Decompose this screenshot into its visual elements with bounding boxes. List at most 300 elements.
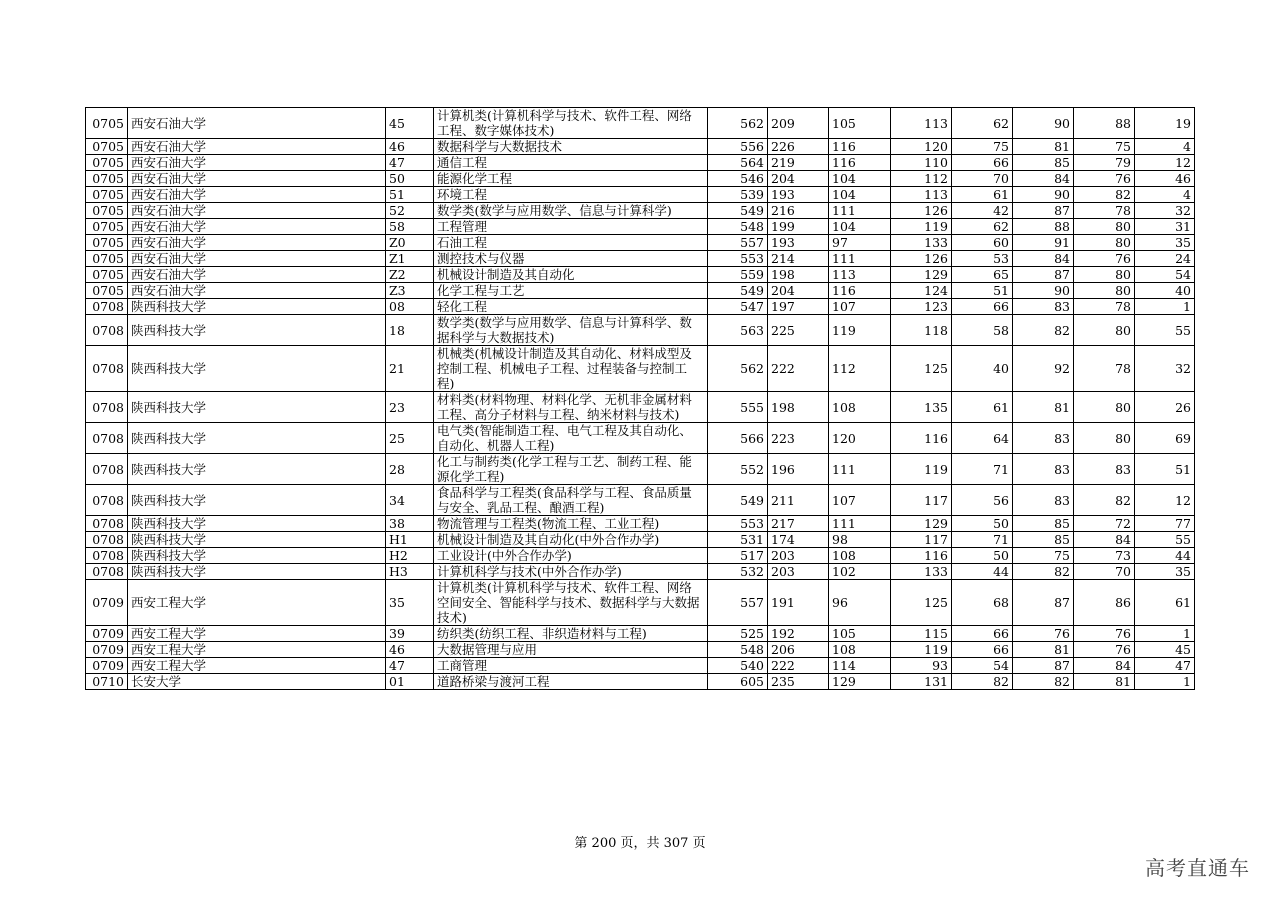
cell-total-score: 517 xyxy=(708,548,768,564)
cell-score-e: 85 xyxy=(1013,532,1074,548)
cell-score-b: 107 xyxy=(829,299,891,315)
cell-score-e: 85 xyxy=(1013,155,1074,171)
cell-score-a: 174 xyxy=(768,532,829,548)
cell-district-code: 0705 xyxy=(86,108,128,139)
cell-score-c: 119 xyxy=(891,642,952,658)
table-row xyxy=(86,626,1195,642)
cell-score-f: 86 xyxy=(1074,580,1135,626)
cell-district-code: 0708 xyxy=(86,315,128,346)
cell-university-name: 陕西科技大学 xyxy=(128,548,386,564)
cell-score-f: 82 xyxy=(1074,485,1135,516)
cell-rank-count: 44 xyxy=(1135,548,1195,564)
cell-university-name: 西安石油大学 xyxy=(128,251,386,267)
cell-score-d: 71 xyxy=(952,532,1013,548)
cell-district-code: 0705 xyxy=(86,187,128,203)
cell-district-code: 0705 xyxy=(86,251,128,267)
cell-score-a: 204 xyxy=(768,171,829,187)
cell-major-code: 45 xyxy=(386,108,434,139)
cell-major-code: 38 xyxy=(386,516,434,532)
cell-major-code: 46 xyxy=(386,139,434,155)
table-body xyxy=(86,108,1195,690)
cell-score-f: 88 xyxy=(1074,108,1135,139)
cell-score-e: 82 xyxy=(1013,674,1074,690)
cell-rank-count: 1 xyxy=(1135,626,1195,642)
cell-score-e: 87 xyxy=(1013,203,1074,219)
cell-score-a: 235 xyxy=(768,674,829,690)
cell-major-name: 食品科学与工程类(食品科学与工程、食品质量与安全、乳品工程、酿酒工程) xyxy=(434,485,708,516)
cell-score-a: 197 xyxy=(768,299,829,315)
cell-major-code: 28 xyxy=(386,454,434,485)
cell-total-score: 552 xyxy=(708,454,768,485)
cell-rank-count: 32 xyxy=(1135,346,1195,392)
cell-total-score: 562 xyxy=(708,108,768,139)
cell-major-code: Z1 xyxy=(386,251,434,267)
cell-score-b: 108 xyxy=(829,548,891,564)
cell-score-a: 196 xyxy=(768,454,829,485)
cell-district-code: 0705 xyxy=(86,203,128,219)
cell-score-b: 129 xyxy=(829,674,891,690)
cell-score-d: 42 xyxy=(952,203,1013,219)
cell-score-c: 135 xyxy=(891,392,952,423)
cell-score-e: 84 xyxy=(1013,171,1074,187)
cell-rank-count: 51 xyxy=(1135,454,1195,485)
cell-district-code: 0708 xyxy=(86,516,128,532)
cell-total-score: 525 xyxy=(708,626,768,642)
cell-major-name: 电气类(智能制造工程、电气工程及其自动化、自动化、机器人工程) xyxy=(434,423,708,454)
cell-score-c: 123 xyxy=(891,299,952,315)
cell-score-c: 117 xyxy=(891,532,952,548)
cell-score-e: 75 xyxy=(1013,548,1074,564)
cell-score-d: 62 xyxy=(952,108,1013,139)
cell-university-name: 陕西科技大学 xyxy=(128,454,386,485)
cell-score-c: 120 xyxy=(891,139,952,155)
cell-score-f: 83 xyxy=(1074,454,1135,485)
cell-score-b: 116 xyxy=(829,283,891,299)
cell-major-code: H3 xyxy=(386,564,434,580)
table-row xyxy=(86,532,1195,548)
cell-major-name: 轻化工程 xyxy=(434,299,708,315)
cell-score-b: 105 xyxy=(829,108,891,139)
cell-district-code: 0708 xyxy=(86,454,128,485)
cell-university-name: 西安石油大学 xyxy=(128,219,386,235)
table-row xyxy=(86,139,1195,155)
table-row xyxy=(86,299,1195,315)
cell-score-a: 214 xyxy=(768,251,829,267)
cell-score-c: 113 xyxy=(891,187,952,203)
cell-district-code: 0705 xyxy=(86,139,128,155)
cell-score-d: 40 xyxy=(952,346,1013,392)
cell-total-score: 539 xyxy=(708,187,768,203)
cell-score-b: 114 xyxy=(829,658,891,674)
cell-rank-count: 31 xyxy=(1135,219,1195,235)
cell-district-code: 0705 xyxy=(86,267,128,283)
cell-university-name: 西安工程大学 xyxy=(128,642,386,658)
cell-university-name: 西安石油大学 xyxy=(128,187,386,203)
cell-district-code: 0709 xyxy=(86,580,128,626)
cell-major-name: 数学类(数学与应用数学、信息与计算科学、数据科学与大数据技术) xyxy=(434,315,708,346)
cell-major-code: 51 xyxy=(386,187,434,203)
cell-rank-count: 32 xyxy=(1135,203,1195,219)
cell-rank-count: 1 xyxy=(1135,674,1195,690)
cell-rank-count: 45 xyxy=(1135,642,1195,658)
cell-score-b: 105 xyxy=(829,626,891,642)
cell-score-a: 203 xyxy=(768,548,829,564)
cell-major-name: 测控技术与仪器 xyxy=(434,251,708,267)
cell-score-f: 84 xyxy=(1074,658,1135,674)
cell-score-b: 97 xyxy=(829,235,891,251)
cell-university-name: 西安石油大学 xyxy=(128,267,386,283)
cell-total-score: 549 xyxy=(708,203,768,219)
cell-score-c: 133 xyxy=(891,564,952,580)
cell-major-code: 47 xyxy=(386,155,434,171)
cell-district-code: 0705 xyxy=(86,219,128,235)
cell-score-d: 50 xyxy=(952,548,1013,564)
cell-score-c: 126 xyxy=(891,251,952,267)
cell-score-d: 56 xyxy=(952,485,1013,516)
cell-score-c: 118 xyxy=(891,315,952,346)
admission-score-table xyxy=(85,107,1195,690)
cell-major-name: 材料类(材料物理、材料化学、无机非金属材料工程、高分子材料与工程、纳米材料与技术) xyxy=(434,392,708,423)
cell-score-f: 80 xyxy=(1074,219,1135,235)
cell-rank-count: 54 xyxy=(1135,267,1195,283)
cell-score-f: 78 xyxy=(1074,346,1135,392)
cell-score-f: 73 xyxy=(1074,548,1135,564)
cell-score-e: 88 xyxy=(1013,219,1074,235)
cell-score-a: 226 xyxy=(768,139,829,155)
cell-score-f: 80 xyxy=(1074,315,1135,346)
cell-score-e: 87 xyxy=(1013,267,1074,283)
cell-score-b: 108 xyxy=(829,392,891,423)
cell-rank-count: 12 xyxy=(1135,155,1195,171)
cell-major-code: 08 xyxy=(386,299,434,315)
cell-score-c: 126 xyxy=(891,203,952,219)
cell-score-a: 204 xyxy=(768,283,829,299)
cell-major-name: 计算机类(计算机科学与技术、软件工程、网络工程、数字媒体技术) xyxy=(434,108,708,139)
table-row xyxy=(86,674,1195,690)
cell-score-e: 84 xyxy=(1013,251,1074,267)
cell-district-code: 0705 xyxy=(86,155,128,171)
cell-score-e: 91 xyxy=(1013,235,1074,251)
cell-score-f: 81 xyxy=(1074,674,1135,690)
cell-score-a: 219 xyxy=(768,155,829,171)
table-row xyxy=(86,485,1195,516)
cell-total-score: 555 xyxy=(708,392,768,423)
cell-score-d: 60 xyxy=(952,235,1013,251)
cell-score-f: 80 xyxy=(1074,267,1135,283)
cell-university-name: 西安石油大学 xyxy=(128,139,386,155)
cell-score-d: 50 xyxy=(952,516,1013,532)
cell-rank-count: 35 xyxy=(1135,235,1195,251)
cell-university-name: 陕西科技大学 xyxy=(128,299,386,315)
cell-major-code: H1 xyxy=(386,532,434,548)
cell-total-score: 557 xyxy=(708,580,768,626)
cell-major-name: 通信工程 xyxy=(434,155,708,171)
cell-rank-count: 55 xyxy=(1135,315,1195,346)
cell-score-e: 87 xyxy=(1013,658,1074,674)
cell-major-name: 机械设计制造及其自动化 xyxy=(434,267,708,283)
cell-total-score: 548 xyxy=(708,642,768,658)
table-row xyxy=(86,642,1195,658)
cell-district-code: 0705 xyxy=(86,235,128,251)
cell-district-code: 0708 xyxy=(86,346,128,392)
cell-major-name: 物流管理与工程类(物流工程、工业工程) xyxy=(434,516,708,532)
cell-total-score: 562 xyxy=(708,346,768,392)
cell-university-name: 陕西科技大学 xyxy=(128,485,386,516)
cell-score-a: 223 xyxy=(768,423,829,454)
cell-major-code: 23 xyxy=(386,392,434,423)
cell-score-e: 81 xyxy=(1013,642,1074,658)
cell-major-name: 数据科学与大数据技术 xyxy=(434,139,708,155)
cell-university-name: 陕西科技大学 xyxy=(128,423,386,454)
cell-major-code: Z0 xyxy=(386,235,434,251)
table-row xyxy=(86,203,1195,219)
cell-score-a: 199 xyxy=(768,219,829,235)
cell-score-b: 111 xyxy=(829,454,891,485)
cell-score-d: 53 xyxy=(952,251,1013,267)
cell-score-e: 83 xyxy=(1013,485,1074,516)
cell-university-name: 西安石油大学 xyxy=(128,171,386,187)
table-row xyxy=(86,454,1195,485)
cell-major-code: 39 xyxy=(386,626,434,642)
cell-district-code: 0709 xyxy=(86,626,128,642)
cell-university-name: 西安工程大学 xyxy=(128,580,386,626)
cell-rank-count: 47 xyxy=(1135,658,1195,674)
cell-total-score: 549 xyxy=(708,283,768,299)
cell-district-code: 0708 xyxy=(86,392,128,423)
cell-score-a: 222 xyxy=(768,346,829,392)
cell-university-name: 西安石油大学 xyxy=(128,203,386,219)
cell-score-e: 83 xyxy=(1013,299,1074,315)
page-footer: 第 200 页，共 307 页 xyxy=(574,836,706,851)
cell-total-score: 531 xyxy=(708,532,768,548)
cell-score-d: 66 xyxy=(952,626,1013,642)
table-row xyxy=(86,346,1195,392)
cell-score-b: 107 xyxy=(829,485,891,516)
cell-major-code: H2 xyxy=(386,548,434,564)
cell-total-score: 556 xyxy=(708,139,768,155)
cell-major-name: 大数据管理与应用 xyxy=(434,642,708,658)
cell-major-name: 化学工程与工艺 xyxy=(434,283,708,299)
cell-score-b: 116 xyxy=(829,155,891,171)
table-row xyxy=(86,516,1195,532)
table-row xyxy=(86,315,1195,346)
cell-rank-count: 46 xyxy=(1135,171,1195,187)
cell-university-name: 西安石油大学 xyxy=(128,155,386,171)
cell-university-name: 陕西科技大学 xyxy=(128,392,386,423)
cell-total-score: 532 xyxy=(708,564,768,580)
cell-score-e: 81 xyxy=(1013,139,1074,155)
cell-score-f: 72 xyxy=(1074,516,1135,532)
cell-score-c: 112 xyxy=(891,171,952,187)
cell-score-b: 111 xyxy=(829,516,891,532)
table-row xyxy=(86,548,1195,564)
cell-score-c: 129 xyxy=(891,516,952,532)
cell-university-name: 陕西科技大学 xyxy=(128,564,386,580)
cell-score-f: 80 xyxy=(1074,392,1135,423)
cell-score-a: 203 xyxy=(768,564,829,580)
cell-score-d: 82 xyxy=(952,674,1013,690)
cell-score-f: 76 xyxy=(1074,251,1135,267)
cell-district-code: 0710 xyxy=(86,674,128,690)
cell-score-f: 78 xyxy=(1074,299,1135,315)
cell-university-name: 西安工程大学 xyxy=(128,626,386,642)
cell-score-c: 131 xyxy=(891,674,952,690)
cell-major-name: 机械类(机械设计制造及其自动化、材料成型及控制工程、机械电子工程、过程装备与控制工程) xyxy=(434,346,708,392)
cell-score-e: 85 xyxy=(1013,516,1074,532)
cell-score-f: 80 xyxy=(1074,283,1135,299)
cell-score-a: 217 xyxy=(768,516,829,532)
cell-major-name: 机械设计制造及其自动化(中外合作办学) xyxy=(434,532,708,548)
cell-major-code: 46 xyxy=(386,642,434,658)
cell-score-a: 198 xyxy=(768,267,829,283)
cell-university-name: 陕西科技大学 xyxy=(128,315,386,346)
cell-score-d: 61 xyxy=(952,392,1013,423)
cell-rank-count: 77 xyxy=(1135,516,1195,532)
cell-score-a: 193 xyxy=(768,187,829,203)
table-row xyxy=(86,171,1195,187)
cell-score-c: 125 xyxy=(891,346,952,392)
cell-score-e: 82 xyxy=(1013,564,1074,580)
cell-score-d: 62 xyxy=(952,219,1013,235)
table-row xyxy=(86,187,1195,203)
cell-major-name: 道路桥梁与渡河工程 xyxy=(434,674,708,690)
cell-score-d: 65 xyxy=(952,267,1013,283)
cell-rank-count: 69 xyxy=(1135,423,1195,454)
cell-score-d: 70 xyxy=(952,171,1013,187)
cell-score-c: 117 xyxy=(891,485,952,516)
cell-rank-count: 4 xyxy=(1135,187,1195,203)
cell-rank-count: 24 xyxy=(1135,251,1195,267)
cell-total-score: 563 xyxy=(708,315,768,346)
cell-district-code: 0709 xyxy=(86,658,128,674)
cell-score-c: 129 xyxy=(891,267,952,283)
cell-major-code: 50 xyxy=(386,171,434,187)
cell-major-name: 数学类(数学与应用数学、信息与计算科学) xyxy=(434,203,708,219)
cell-score-d: 75 xyxy=(952,139,1013,155)
cell-score-f: 82 xyxy=(1074,187,1135,203)
cell-major-code: 01 xyxy=(386,674,434,690)
cell-district-code: 0709 xyxy=(86,642,128,658)
cell-major-name: 工商管理 xyxy=(434,658,708,674)
cell-university-name: 西安石油大学 xyxy=(128,283,386,299)
cell-score-b: 108 xyxy=(829,642,891,658)
cell-major-name: 工程管理 xyxy=(434,219,708,235)
cell-university-name: 陕西科技大学 xyxy=(128,516,386,532)
cell-university-name: 长安大学 xyxy=(128,674,386,690)
cell-score-d: 58 xyxy=(952,315,1013,346)
cell-major-code: 35 xyxy=(386,580,434,626)
cell-rank-count: 40 xyxy=(1135,283,1195,299)
cell-score-d: 71 xyxy=(952,454,1013,485)
cell-total-score: 553 xyxy=(708,251,768,267)
cell-score-a: 193 xyxy=(768,235,829,251)
cell-score-e: 83 xyxy=(1013,423,1074,454)
cell-score-c: 133 xyxy=(891,235,952,251)
cell-score-e: 92 xyxy=(1013,346,1074,392)
cell-score-d: 68 xyxy=(952,580,1013,626)
table-row xyxy=(86,267,1195,283)
cell-score-d: 61 xyxy=(952,187,1013,203)
cell-major-name: 石油工程 xyxy=(434,235,708,251)
cell-major-name: 纺织类(纺织工程、非织造材料与工程) xyxy=(434,626,708,642)
cell-score-b: 113 xyxy=(829,267,891,283)
cell-total-score: 547 xyxy=(708,299,768,315)
cell-score-d: 66 xyxy=(952,155,1013,171)
cell-district-code: 0705 xyxy=(86,283,128,299)
cell-major-name: 计算机科学与技术(中外合作办学) xyxy=(434,564,708,580)
table-row xyxy=(86,658,1195,674)
cell-score-b: 119 xyxy=(829,315,891,346)
cell-score-c: 93 xyxy=(891,658,952,674)
cell-total-score: 559 xyxy=(708,267,768,283)
cell-score-d: 51 xyxy=(952,283,1013,299)
cell-score-c: 116 xyxy=(891,548,952,564)
cell-score-b: 104 xyxy=(829,187,891,203)
cell-major-name: 能源化学工程 xyxy=(434,171,708,187)
cell-district-code: 0708 xyxy=(86,423,128,454)
cell-score-a: 192 xyxy=(768,626,829,642)
cell-score-c: 110 xyxy=(891,155,952,171)
cell-district-code: 0708 xyxy=(86,299,128,315)
cell-major-name: 环境工程 xyxy=(434,187,708,203)
cell-score-f: 80 xyxy=(1074,235,1135,251)
cell-score-a: 209 xyxy=(768,108,829,139)
table-row xyxy=(86,219,1195,235)
cell-score-b: 104 xyxy=(829,219,891,235)
cell-district-code: 0708 xyxy=(86,485,128,516)
cell-rank-count: 12 xyxy=(1135,485,1195,516)
table-row xyxy=(86,283,1195,299)
cell-rank-count: 55 xyxy=(1135,532,1195,548)
cell-major-code: Z2 xyxy=(386,267,434,283)
cell-score-d: 66 xyxy=(952,299,1013,315)
cell-district-code: 0708 xyxy=(86,564,128,580)
cell-score-e: 83 xyxy=(1013,454,1074,485)
cell-district-code: 0708 xyxy=(86,532,128,548)
cell-score-f: 80 xyxy=(1074,423,1135,454)
cell-major-code: 18 xyxy=(386,315,434,346)
cell-rank-count: 35 xyxy=(1135,564,1195,580)
cell-score-f: 76 xyxy=(1074,171,1135,187)
cell-score-a: 198 xyxy=(768,392,829,423)
cell-score-f: 76 xyxy=(1074,642,1135,658)
cell-total-score: 546 xyxy=(708,171,768,187)
cell-score-b: 98 xyxy=(829,532,891,548)
cell-district-code: 0708 xyxy=(86,548,128,564)
cell-score-e: 90 xyxy=(1013,108,1074,139)
cell-university-name: 西安石油大学 xyxy=(128,235,386,251)
cell-major-code: 58 xyxy=(386,219,434,235)
table-row xyxy=(86,251,1195,267)
cell-score-f: 75 xyxy=(1074,139,1135,155)
cell-score-d: 54 xyxy=(952,658,1013,674)
cell-score-f: 79 xyxy=(1074,155,1135,171)
cell-score-f: 84 xyxy=(1074,532,1135,548)
table-row xyxy=(86,423,1195,454)
cell-total-score: 548 xyxy=(708,219,768,235)
cell-score-e: 87 xyxy=(1013,580,1074,626)
cell-score-e: 90 xyxy=(1013,187,1074,203)
cell-score-c: 125 xyxy=(891,580,952,626)
table-row xyxy=(86,155,1195,171)
cell-score-e: 90 xyxy=(1013,283,1074,299)
cell-score-a: 211 xyxy=(768,485,829,516)
cell-score-b: 104 xyxy=(829,171,891,187)
cell-university-name: 西安工程大学 xyxy=(128,658,386,674)
cell-score-d: 64 xyxy=(952,423,1013,454)
cell-total-score: 605 xyxy=(708,674,768,690)
cell-score-a: 206 xyxy=(768,642,829,658)
